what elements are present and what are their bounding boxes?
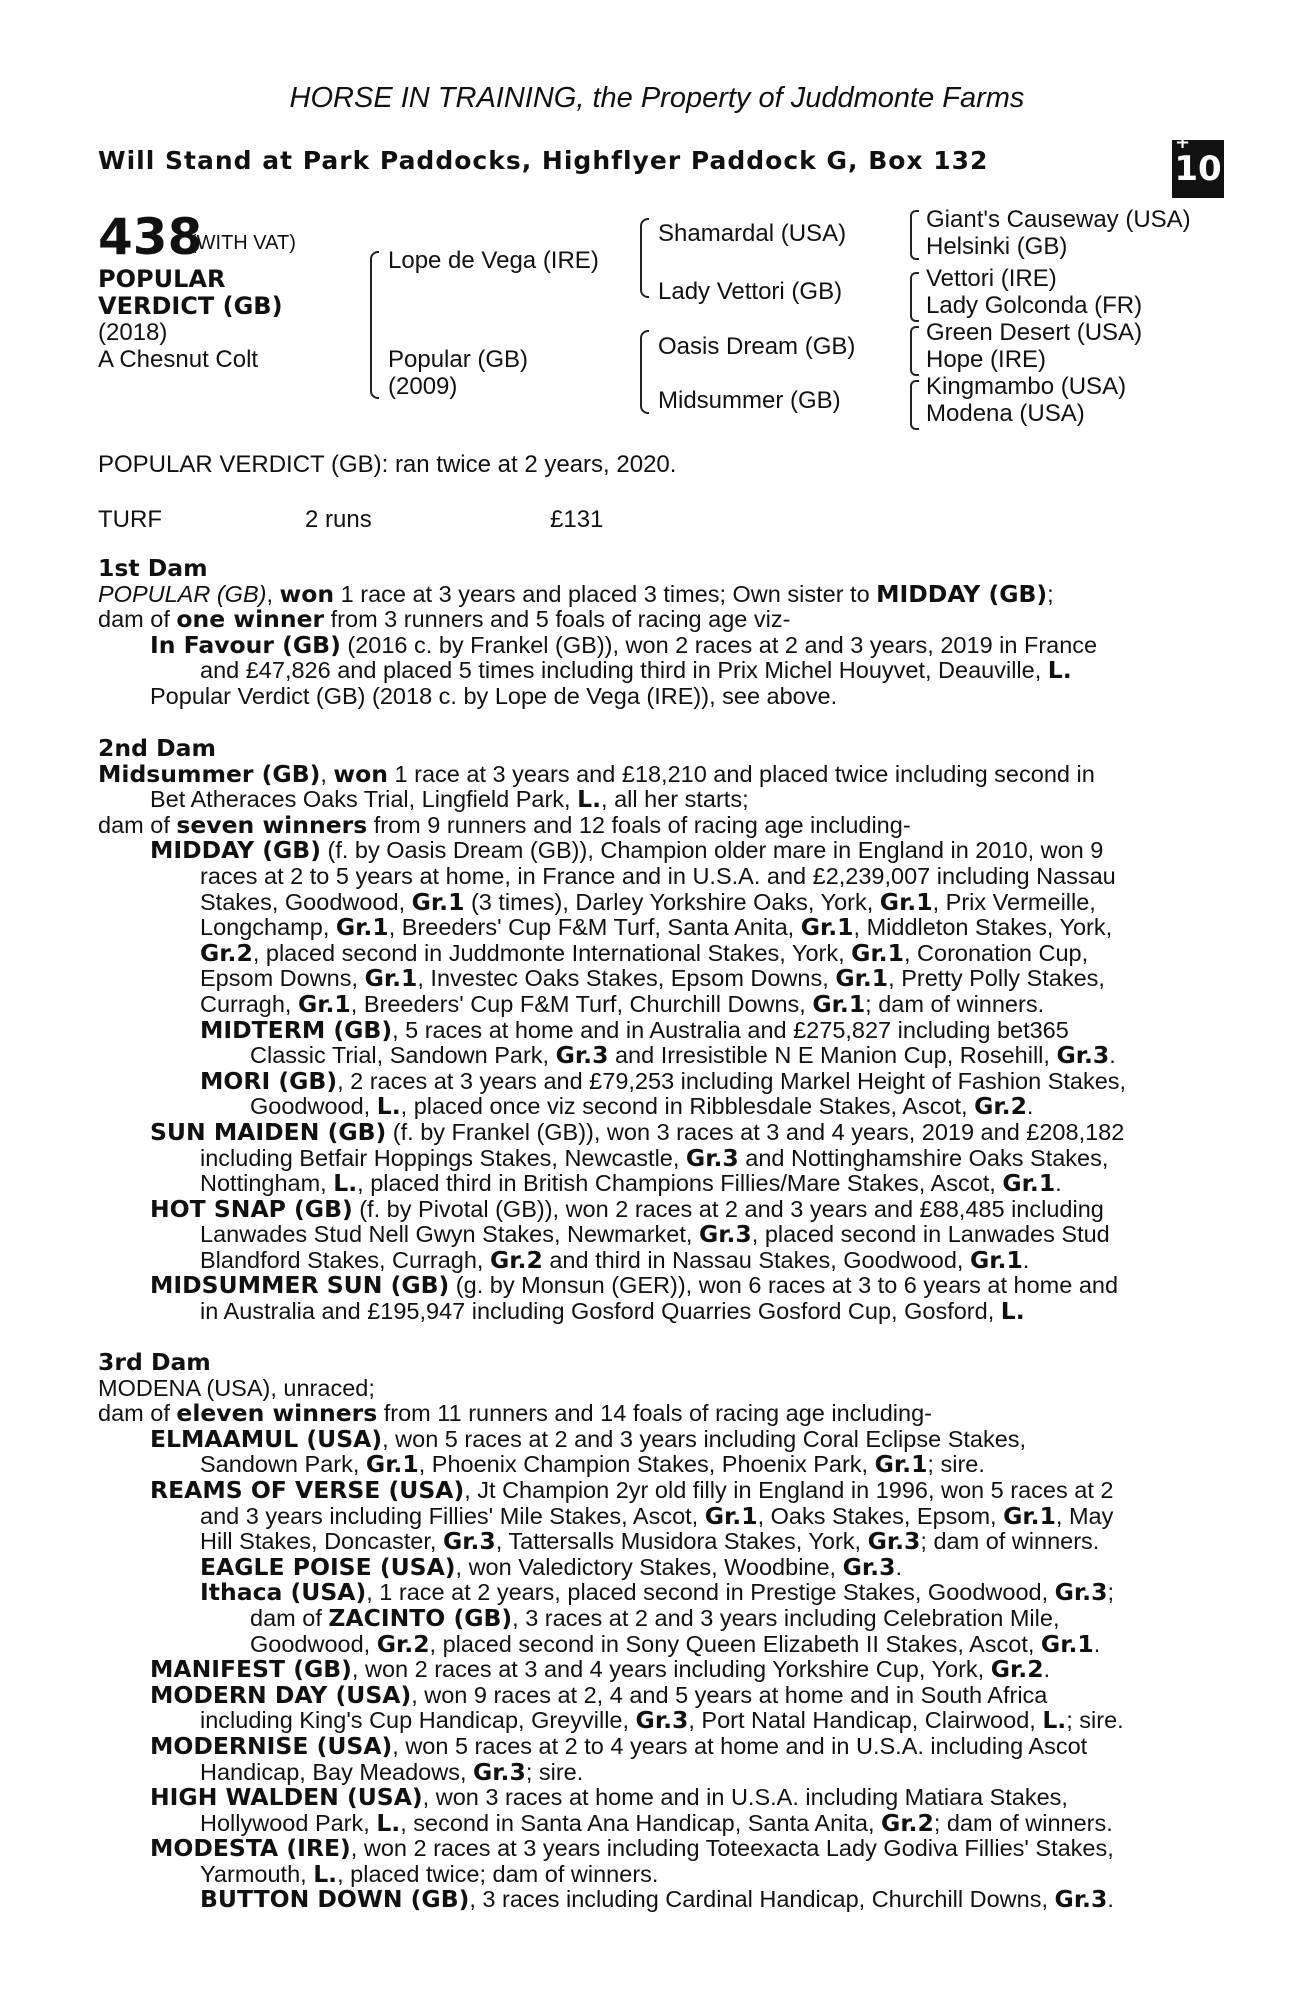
progeny-entry: MIDDAY (GB) (f. by Oasis Dream (GB)), Champion older mare in England in 2010, won 9: [150, 836, 1104, 865]
progeny-entry: MODESTA (IRE), won 2 races at 3 years including Toteexacta Lady Godiva Fillies' Stakes,: [150, 1834, 1114, 1863]
text-line: Blandford Stakes, Curragh, Gr.2 and third in Nassau Stakes, Goodwood, Gr.1.: [200, 1245, 1030, 1274]
text-line: and £47,826 and placed 5 times including third in Prix Michel Houyvet, Deauville, L.: [200, 656, 1072, 685]
text-line: MODENA (USA), unraced;: [98, 1374, 375, 1401]
text-line: Yarmouth, L., placed twice; dam of winners.: [200, 1859, 659, 1888]
pedigree-brace: [910, 210, 919, 260]
text-line: Midsummer (GB), won 1 race at 3 years and £18,210 and placed twice including second in: [98, 759, 1095, 788]
text-line: including King's Cup Handicap, Greyville, Gr.3, Port Natal Handicap, Clairwood, L.; sire.: [200, 1706, 1124, 1735]
dam-dam: Midsummer (GB): [658, 387, 841, 414]
third-dam-section: [98, 1350, 1208, 1913]
text-line: Lanwades Stud Nell Gwyn Stakes, Newmarket, Gr.3, placed second in Lanwades Stud: [200, 1220, 1110, 1249]
text-line: Hill Stakes, Doncaster, Gr.3, Tattersalls Musidora Stakes, York, Gr.3; dam of winners.: [200, 1527, 1100, 1556]
text-line: Epsom Downs, Gr.1, Investec Oaks Stakes, Epsom Downs, Gr.1, Pretty Polly Stakes,: [200, 964, 1105, 993]
progeny-entry: HOT SNAP (GB) (f. by Pivotal (GB)), won 2 races at 2 and 3 years and £88,485 including: [150, 1194, 1104, 1223]
text-line: Sandown Park, Gr.1, Phoenix Champion Stakes, Phoenix Park, Gr.1; sire.: [200, 1450, 985, 1479]
dam-name: Popular (GB): [388, 346, 529, 373]
grandsire-2: Vettori (IRE): [926, 265, 1057, 292]
progeny-entry: MORI (GB), 2 races at 3 years and £79,253 including Markel Height of Fashion Stakes,: [200, 1066, 1127, 1095]
text-line: Gr.2, placed second in Juddmonte International Stakes, York, Gr.1, Coronation Cup,: [200, 938, 1089, 967]
section-heading: 2nd Dam: [98, 734, 216, 762]
section-heading: 3rd Dam: [98, 1348, 211, 1376]
text-line: dam of ZACINTO (GB), 3 races at 2 and 3 years including Celebration Mile,: [250, 1603, 1060, 1632]
granddam-1: Helsinki (GB): [926, 233, 1068, 260]
granddam-4: Modena (USA): [926, 400, 1085, 427]
vat-note: (WITH VAT): [190, 232, 296, 254]
text-line: POPULAR (GB), won 1 race at 3 years and placed 3 times; Own sister to MIDDAY (GB);: [98, 579, 1054, 608]
text-line: dam of one winner from 3 runners and 5 foals of racing age viz-: [98, 605, 791, 634]
text-line: Nottingham, L., placed third in British Champions Fillies/Mare Stakes, Ascot, Gr.1.: [200, 1169, 1062, 1198]
progeny-entry: MIDSUMMER SUN (GB) (g. by Monsun (GER)), won 6 races at 3 to 6 years at home and: [150, 1271, 1119, 1300]
sire-sire: Shamardal (USA): [658, 220, 847, 247]
progeny-entry: MODERN DAY (USA), won 9 races at 2, 4 and 5 years at home and in South Africa: [150, 1680, 1048, 1709]
horse-description: A Chesnut Colt: [98, 346, 259, 373]
text-line: Stakes, Goodwood, Gr.1 (3 times), Darley Yorkshire Oaks, York, Gr.1, Prix Vermeille,: [200, 887, 1096, 916]
progeny-entry: MIDTERM (GB), 5 races at home and in Australia and £275,827 including bet365: [200, 1015, 1069, 1044]
progeny-entry: Popular Verdict (GB) (2018 c. by Lope de Vega (IRE)), see above.: [150, 682, 838, 709]
text-line: dam of seven winners from 9 runners and 12 foals of racing age including-: [98, 810, 911, 839]
progeny-entry: Ithaca (USA), 1 race at 2 years, placed second in Prestige Stakes, Goodwood, Gr.3;: [200, 1578, 1114, 1607]
granddam-2: Lady Golconda (FR): [926, 292, 1143, 319]
progeny-entry: BUTTON DOWN (GB), 3 races including Cardinal Handicap, Churchill Downs, Gr.3.: [200, 1885, 1114, 1914]
section-heading: 1st Dam: [98, 554, 208, 582]
granddam-3: Hope (IRE): [926, 346, 1047, 373]
sire-dam: Lady Vettori (GB): [658, 278, 843, 305]
text-line: and 3 years including Fillies' Mile Stakes, Ascot, Gr.1, Oaks Stakes, Epsom, Gr.1, May: [200, 1501, 1114, 1530]
progeny-entry: In Favour (GB) (2016 c. by Frankel (GB)), won 2 races at 2 and 3 years, 2019 in France: [150, 630, 1098, 659]
foaling-year: (2018): [98, 319, 168, 346]
text-line: Classic Trial, Sandown Park, Gr.3 and Irresistible N E Manion Cup, Rosehill, Gr.3.: [250, 1041, 1116, 1070]
text-line: races at 2 to 5 years at home, in France and in U.S.A. and £2,239,007 including Nassau: [200, 862, 1116, 889]
text-line: Curragh, Gr.1, Breeders' Cup F&M Turf, Churchill Downs, Gr.1; dam of winners.: [200, 989, 1045, 1018]
horse-name-line2: VERDICT (GB): [98, 292, 283, 320]
lot-number: 438: [98, 208, 203, 266]
record-surface: TURF: [98, 506, 162, 533]
text-line: in Australia and £195,947 including Gosford Quarries Gosford Cup, Gosford, L.: [200, 1297, 1025, 1326]
grandsire-4: Kingmambo (USA): [926, 373, 1127, 400]
pedigree-brace: [910, 380, 919, 430]
pedigree-brace: [640, 330, 649, 414]
pedigree-brace: [910, 272, 919, 322]
pedigree-brace: [910, 326, 919, 376]
text-line: Handicap, Bay Meadows, Gr.3; sire.: [200, 1757, 584, 1786]
second-dam-section: [98, 736, 1208, 1325]
text-line: Longchamp, Gr.1, Breeders' Cup F&M Turf, Santa Anita, Gr.1, Middleton Stakes, York,: [200, 913, 1113, 942]
first-dam-section: [98, 556, 1208, 710]
text-line: including Betfair Hoppings Stakes, Newcastle, Gr.3 and Nottinghamshire Oaks Stakes,: [200, 1143, 1109, 1172]
page-title: HORSE IN TRAINING, the Property of Juddmonte Farms: [289, 82, 1025, 114]
pedigree-brace: [640, 218, 649, 298]
progeny-entry: EAGLE POISE (USA), won Valedictory Stakes, Woodbine, Gr.3.: [200, 1552, 902, 1581]
grandsire-3: Green Desert (USA): [926, 319, 1143, 346]
progeny-entry: MANIFEST (GB), won 2 races at 3 and 4 years including Yorkshire Cup, York, Gr.2.: [150, 1655, 1051, 1684]
text-line: dam of eleven winners from 11 runners and 14 foals of racing age including-: [98, 1399, 932, 1428]
progeny-entry: SUN MAIDEN (GB) (f. by Frankel (GB)), won 3 races at 3 and 4 years, 2019 and £208,182: [150, 1117, 1125, 1146]
sire-name: Lope de Vega (IRE): [388, 247, 599, 274]
text-line: Goodwood, Gr.2, placed second in Sony Queen Elizabeth II Stakes, Ascot, Gr.1.: [250, 1629, 1101, 1658]
progeny-entry: REAMS OF VERSE (USA), Jt Champion 2yr old filly in England in 1996, won 5 races at 2: [150, 1475, 1114, 1504]
record-prize: £131: [550, 506, 604, 533]
progeny-entry: ELMAAMUL (USA), won 5 races at 2 and 3 years including Coral Eclipse Stakes,: [150, 1424, 1027, 1453]
progeny-entry: HIGH WALDEN (USA), won 3 races at home and in U.S.A. including Matiara Stakes,: [150, 1783, 1068, 1812]
dam-sire: Oasis Dream (GB): [658, 333, 856, 360]
dam-year: (2009): [388, 373, 458, 400]
text-line: Bet Atheraces Oaks Trial, Lingfield Park, L., all her starts;: [150, 785, 749, 814]
text-line: Hollywood Park, L., second in Santa Ana Handicap, Santa Anita, Gr.2; dam of winners.: [200, 1808, 1113, 1837]
grandsire-1: Giant's Causeway (USA): [926, 206, 1191, 233]
horse-name-line1: POPULAR: [98, 265, 226, 293]
pedigree-brace: [370, 251, 379, 399]
progeny-entry: MODERNISE (USA), won 5 races at 2 to 4 years at home and in U.S.A. including Ascot: [150, 1731, 1088, 1760]
plus10-badge: + 10: [1172, 140, 1224, 198]
text-line: Goodwood, L., placed once viz second in Ribblesdale Stakes, Ascot, Gr.2.: [250, 1092, 1034, 1121]
stand-location: Will Stand at Park Paddocks, Highflyer Paddock G, Box 132: [98, 146, 989, 175]
record-runs: 2 runs: [305, 506, 372, 533]
race-summary: POPULAR VERDICT (GB): ran twice at 2 years, 2020.: [98, 451, 677, 478]
